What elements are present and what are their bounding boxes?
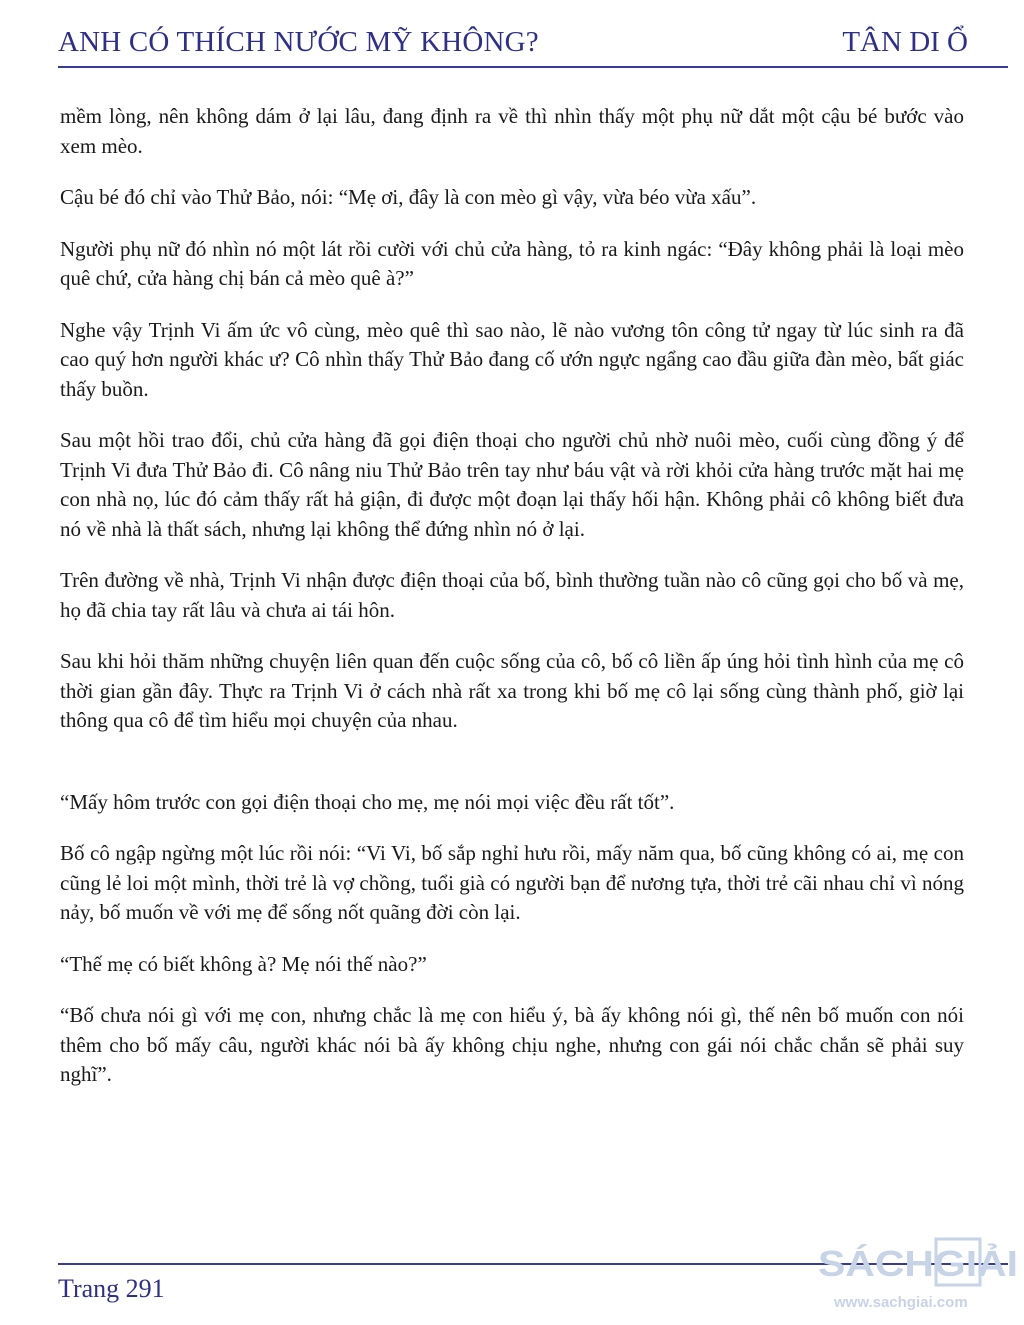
paragraph: “Bố chưa nói gì với mẹ con, nhưng chắc là mẹ con hiểu ý, bà ấy không nói gì, thế nên bố muốn con nói thêm cho bố mấy câu, người khác nói bà ấy không chịu nghe, nhưng con gái nói chắc chắn sẽ phải suy nghĩ”. xyxy=(60,1003,964,1086)
book-author: TÂN DI Ổ xyxy=(842,26,968,58)
page-header xyxy=(58,22,1008,68)
page-number: Trang 291 xyxy=(58,1274,165,1303)
watermark-url: www.sachgiai.com xyxy=(834,1294,968,1311)
book-title: ANH CÓ THÍCH NƯỚC MỸ KHÔNG? xyxy=(58,26,539,58)
page-body xyxy=(60,102,964,1112)
paragraph: Nghe vậy Trịnh Vi ấm ức vô cùng, mèo quê thì sao nào, lẽ nào vương tôn công tử ngay từ lúc sinh ra đã cao quý hơn người khác ư? Cô nhìn thấy Thử Bảo đang cố ướn ngực ngẩng cao đầu giữa đàn mèo, bất giác thấy buồn. xyxy=(60,317,964,401)
paragraph: Cậu bé đó chỉ vào Thử Bảo, nói: “Mẹ ơi, đây là con mèo gì vậy, vừa béo vừa xấu”. xyxy=(60,185,757,209)
paragraph: Người phụ nữ đó nhìn nó một lát rồi cười với chủ cửa hàng, tỏ ra kinh ngác: “Đây không phải là loại mèo quê chứ, cửa hàng chị bán cả mèo quê à?” xyxy=(60,236,964,290)
site-watermark xyxy=(818,1232,1018,1322)
paragraph: Trên đường về nhà, Trịnh Vi nhận được điện thoại của bố, bình thường tuần nào cô cũng gọi cho bố và mẹ, họ đã chia tay rất lâu và chưa ai tái hôn. xyxy=(60,568,964,622)
svg-text:SÁCHGIẢI: SÁCHGIẢI xyxy=(818,1243,1018,1284)
paragraph: Sau một hồi trao đổi, chủ cửa hàng đã gọi điện thoại cho người chủ nhờ nuôi mèo, cuối cùng đồng ý để Trịnh Vi đưa Thử Bảo đi. Cô nâng niu Thử Bảo trên tay như báu vật và rời khỏi cửa hàng trước mặt hai mẹ con nhà nọ, lúc đó cảm thấy rất hả giận, đi được một đoạn lại thấy hối hận. Không phải cô không biết đưa nó về nhà là thất sách, nhưng lại không thể đứng nhìn nó ở lại. xyxy=(60,428,964,541)
watermark-logo xyxy=(818,1236,1018,1288)
paragraph: Sau khi hỏi thăm những chuyện liên quan đến cuộc sống của cô, bố cô liền ấp úng hỏi tình hình của mẹ cô thời gian gần đây. Thực ra Trịnh Vi ở cách nhà rất xa trong khi bố mẹ cô lại sống cùng thành phố, giờ lại thông qua cô để tìm hiểu mọi chuyện của nhau. xyxy=(60,649,964,732)
paragraph: “Thế mẹ có biết không à? Mẹ nói thế nào?” xyxy=(60,951,427,976)
paragraph: mềm lòng, nên không dám ở lại lâu, đang định ra về thì nhìn thấy một phụ nữ dắt một cậu bé bước vào xem mèo. xyxy=(60,104,964,158)
paragraph: “Mấy hôm trước con gọi điện thoại cho mẹ, mẹ nói mọi việc đều rất tốt”. xyxy=(60,789,675,814)
paragraph: Bố cô ngập ngừng một lúc rồi nói: “Vi Vi, bố sắp nghỉ hưu rồi, mấy năm qua, bố cũng không có ai, mẹ con cũng lẻ loi một mình, thời trẻ là vợ chồng, tuổi già có người bạn để nương tựa, thời trẻ cãi nhau chỉ vì nóng nảy, bố muốn về với mẹ để sống nốt quãng đời còn lại. xyxy=(60,841,964,924)
